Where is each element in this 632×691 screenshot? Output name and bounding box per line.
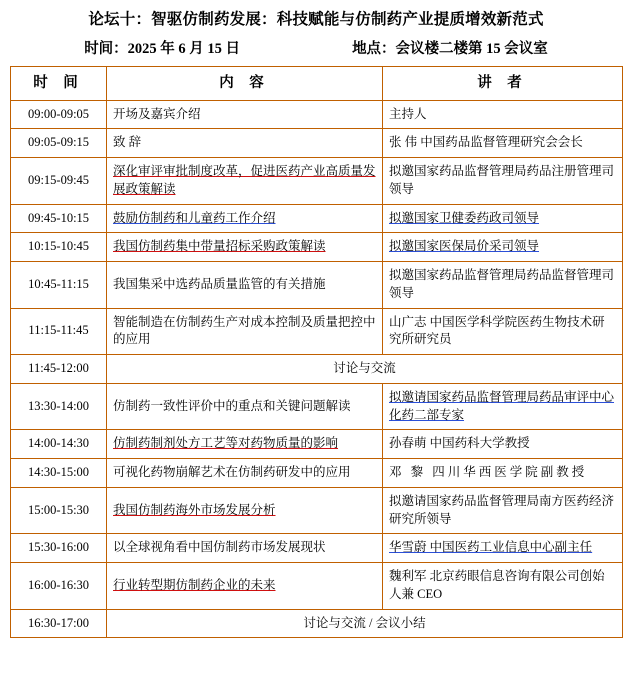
cell-time: 11:45-12:00 bbox=[11, 355, 107, 384]
table-row bbox=[11, 129, 623, 158]
table-row bbox=[11, 563, 623, 610]
cell-topic: 鼓励仿制药和儿童药工作介绍 bbox=[107, 204, 383, 233]
cell-topic: 开场及嘉宾介绍 bbox=[107, 100, 383, 129]
meta-place: 地点：会议楼二楼第 15 会议室 bbox=[352, 40, 548, 57]
cell-time: 09:05-09:15 bbox=[11, 129, 107, 158]
cell-time: 16:30-17:00 bbox=[11, 609, 107, 638]
table-row bbox=[11, 487, 623, 534]
cell-time: 14:00-14:30 bbox=[11, 430, 107, 459]
cell-topic: 仿制药制剂处方工艺等对药物质量的影响 bbox=[107, 430, 383, 459]
cell-speaker: 拟邀请国家药品监督管理局南方医药经济研究所领导 bbox=[383, 487, 623, 534]
cell-time: 09:45-10:15 bbox=[11, 204, 107, 233]
cell-time: 15:30-16:00 bbox=[11, 534, 107, 563]
cell-full-width: 讨论与交流 bbox=[107, 355, 623, 384]
cell-topic: 仿制药一致性评价中的重点和关键问题解读 bbox=[107, 383, 383, 430]
cell-speaker: 孙春萌 中国药科大学教授 bbox=[383, 430, 623, 459]
cell-time: 13:30-14:00 bbox=[11, 383, 107, 430]
table-row bbox=[11, 233, 623, 262]
cell-time: 15:00-15:30 bbox=[11, 487, 107, 534]
cell-topic: 可视化药物崩解艺术在仿制药研发中的应用 bbox=[107, 459, 383, 488]
cell-time: 11:15-11:45 bbox=[11, 308, 107, 355]
cell-time: 09:15-09:45 bbox=[11, 158, 107, 205]
cell-time: 09:00-09:05 bbox=[11, 100, 107, 129]
cell-speaker: 主持人 bbox=[383, 100, 623, 129]
table-header-row bbox=[11, 66, 623, 100]
cell-topic: 深化审评审批制度改革，促进医药产业高质量发展政策解读 bbox=[107, 158, 383, 205]
cell-full-width: 讨论与交流 / 会议小结 bbox=[107, 609, 623, 638]
cell-speaker: 拟邀国家医保局价采司领导 bbox=[383, 233, 623, 262]
table-row bbox=[11, 262, 623, 309]
column-header-speaker: 讲 者 bbox=[383, 66, 623, 100]
cell-speaker: 拟邀国家药品监督管理局药品注册管理司领导 bbox=[383, 158, 623, 205]
table-row bbox=[11, 383, 623, 430]
meta-row bbox=[10, 37, 622, 58]
cell-speaker: 华雪蔚 中国医药工业信息中心副主任 bbox=[383, 534, 623, 563]
column-header-topic: 内 容 bbox=[107, 66, 383, 100]
cell-topic: 我国集采中选药品质量监管的有关措施 bbox=[107, 262, 383, 309]
cell-topic: 我国仿制药集中带量招标采购政策解读 bbox=[107, 233, 383, 262]
cell-speaker: 魏利军 北京药眼信息咨询有限公司创始人兼 CEO bbox=[383, 563, 623, 610]
table-row bbox=[11, 430, 623, 459]
table-row bbox=[11, 459, 623, 488]
cell-speaker: 拟邀请国家药品监督管理局药品审评中心化药二部专家 bbox=[383, 383, 623, 430]
cell-speaker: 拟邀国家药品监督管理局药品监督管理司领导 bbox=[383, 262, 623, 309]
cell-topic: 致 辞 bbox=[107, 129, 383, 158]
cell-topic: 我国仿制药海外市场发展分析 bbox=[107, 487, 383, 534]
table-row bbox=[11, 355, 623, 384]
cell-speaker: 山广志 中国医学科学院医药生物技术研究所研究员 bbox=[383, 308, 623, 355]
column-header-time: 时 间 bbox=[11, 66, 107, 100]
table-row bbox=[11, 534, 623, 563]
cell-time: 10:15-10:45 bbox=[11, 233, 107, 262]
cell-time: 14:30-15:00 bbox=[11, 459, 107, 488]
cell-topic: 行业转型期仿制药企业的未来 bbox=[107, 563, 383, 610]
table-row bbox=[11, 204, 623, 233]
cell-speaker: 邓 黎 四川华西医学院副教授 bbox=[383, 459, 623, 488]
cell-speaker: 拟邀国家卫健委药政司领导 bbox=[383, 204, 623, 233]
cell-topic: 智能制造在仿制药生产对成本控制及质量把控中的应用 bbox=[107, 308, 383, 355]
meta-time: 时间：2025 年 6 月 15 日 bbox=[84, 40, 241, 57]
cell-time: 16:00-16:30 bbox=[11, 563, 107, 610]
agenda-table bbox=[10, 66, 623, 638]
table-row bbox=[11, 609, 623, 638]
cell-time: 10:45-11:15 bbox=[11, 262, 107, 309]
page-title: 论坛十：智驱仿制药发展：科技赋能与仿制药产业提质增效新范式 bbox=[88, 11, 544, 28]
table-row bbox=[11, 100, 623, 129]
table-row bbox=[11, 308, 623, 355]
cell-topic: 以全球视角看中国仿制药市场发展现状 bbox=[107, 534, 383, 563]
cell-speaker: 张 伟 中国药品监督管理研究会会长 bbox=[383, 129, 623, 158]
table-row bbox=[11, 158, 623, 205]
